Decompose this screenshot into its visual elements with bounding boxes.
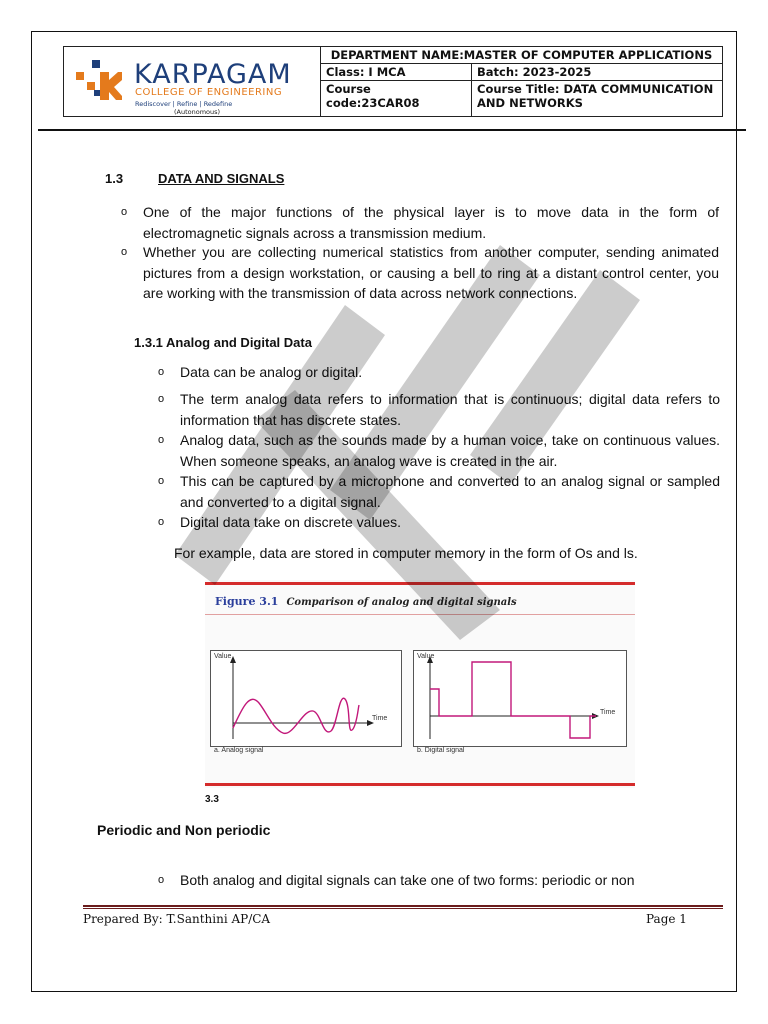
logo-subtitle: COLLEGE OF ENGINEERING <box>135 87 283 98</box>
course-title-line1: Course Title: DATA COMMUNICATION <box>477 82 714 96</box>
logo-autonomous: (Autonomous) <box>174 108 221 116</box>
footer-rule-thin <box>83 908 723 909</box>
bullet-text: Digital data take on discrete values. <box>180 514 402 530</box>
digital-signal-graph <box>414 651 626 746</box>
logo-mark-icon <box>76 60 122 100</box>
logo-tagline: Rediscover | Refine | Redefine <box>135 100 233 108</box>
figure-bottom-rule <box>205 783 635 786</box>
bullet-text: Whether you are collecting numerical statistics from another computer, sending animated pictures from a design workstation, or causing a bell to ring at a distant control center, you are working with the transmission of data across network connections. <box>143 244 719 301</box>
figure <box>205 580 635 788</box>
figure-page-ref: 3.3 <box>205 794 219 805</box>
header-table <box>63 46 723 117</box>
section-number: 1.3 <box>105 171 124 186</box>
bullet-text: This can be captured by a microphone and converted to an analog signal or sampled and converted to a digital signal. <box>180 473 720 510</box>
class-cell: Class: I MCA <box>321 64 472 81</box>
figure-separator <box>205 614 635 615</box>
figure-caption: Comparison of analog and digital signals <box>286 597 517 608</box>
batch-cell: Batch: 2023-2025 <box>472 64 723 81</box>
figure-label: Figure 3.1 <box>215 595 279 608</box>
bullet-icon: o <box>158 434 165 446</box>
figure-top-rule <box>205 582 635 585</box>
department-cell: DEPARTMENT NAME:MASTER OF COMPUTER APPLICATIONS <box>321 47 723 64</box>
bullet-text: The term analog data refers to information that is continuous; digital data refers to information that has discrete states. <box>180 391 720 428</box>
footer-rule <box>83 905 723 907</box>
logo <box>64 47 321 117</box>
digital-wave <box>430 662 596 738</box>
course-title-line2: AND NETWORKS <box>477 96 583 110</box>
bullet-icon: o <box>158 366 165 378</box>
footer-page-number: Page 1 <box>646 912 687 926</box>
bullet-text: Analog data, such as the sounds made by a human voice, take on continuous values. When someone speaks, an analog wave is created in the air. <box>180 432 720 469</box>
figure-title <box>215 595 517 608</box>
example-text: For example, data are stored in computer memory in the form of Os and ls. <box>174 545 638 561</box>
footer-prepared-by: Prepared By: T.Santhini AP/CA <box>83 912 271 926</box>
header-rule <box>38 129 746 131</box>
list-item <box>158 512 720 533</box>
list-item <box>158 389 720 430</box>
course-code-cell: Course code:23CAR08 <box>321 81 472 117</box>
list-item <box>158 430 720 471</box>
bullet-icon: o <box>158 516 165 528</box>
section-title: DATA AND SIGNALS <box>158 171 285 186</box>
analog-signal-graph <box>211 651 401 746</box>
bullet-icon: o <box>121 246 128 258</box>
digital-y-label: Value <box>417 653 435 660</box>
bullet-icon: o <box>158 393 165 405</box>
digital-x-label: Time <box>600 709 616 716</box>
subsection-title: 1.3.1 Analog and Digital Data <box>134 335 312 350</box>
list-item <box>121 242 719 304</box>
bullet-icon: o <box>121 206 128 218</box>
analog-caption: a. Analog signal <box>214 747 264 754</box>
logo-name: KARPAGAM <box>134 59 292 90</box>
list-item <box>121 202 719 243</box>
course-title-cell <box>472 81 723 117</box>
analog-y-label: Value <box>214 653 232 660</box>
list-item <box>158 870 720 891</box>
analog-plot <box>210 650 402 754</box>
bullet-text: Data can be analog or digital. <box>180 364 363 380</box>
analog-wave <box>233 698 359 733</box>
list-item <box>158 362 720 383</box>
analog-x-label: Time <box>372 715 388 722</box>
digital-plot <box>413 650 627 754</box>
bullet-icon: o <box>158 475 165 487</box>
bullet-text: Both analog and digital signals can take one of two forms: periodic or non <box>180 872 635 888</box>
bullet-text: One of the major functions of the physical layer is to move data in the form of electromagnetic signals across a transmission medium. <box>143 204 719 241</box>
periodic-heading: Periodic and Non periodic <box>97 822 271 838</box>
bullet-icon: o <box>158 874 165 886</box>
digital-caption: b. Digital signal <box>417 747 465 754</box>
list-item <box>158 471 720 512</box>
